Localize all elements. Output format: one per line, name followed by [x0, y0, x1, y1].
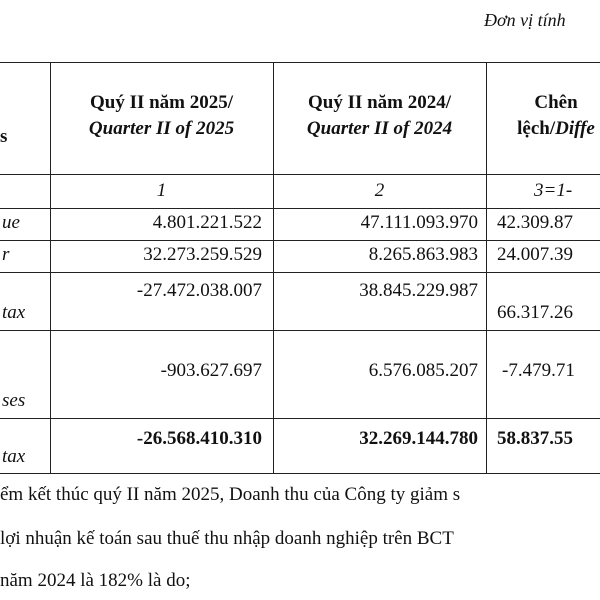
row5-val3: 58.837.55: [497, 428, 573, 449]
row3-val2: 38.845.229.987: [359, 280, 478, 301]
row1-label: ue: [2, 212, 20, 233]
row2-label: r: [2, 244, 10, 265]
row5-label: tax: [2, 446, 26, 467]
paragraph-line-3: năm 2024 là 182% là do;: [0, 570, 191, 591]
header-q2-2025: [50, 90, 273, 142]
row3-label: tax: [2, 302, 26, 323]
header-q2-2025-en: Quarter II of 2025: [88, 118, 235, 139]
row3-val3: 66.317.26: [497, 302, 573, 323]
header-difference-vn: Chên: [534, 92, 578, 113]
row4-label: ses: [2, 390, 26, 411]
index-col1: 1: [156, 180, 167, 201]
header-q2-2024-vn: Quý II năm 2024/: [307, 92, 452, 113]
row4-val3: -7.479.71: [502, 360, 575, 381]
header-difference-en-suffix: Diffe: [555, 118, 595, 139]
row1-val1: 4.801.221.522: [152, 212, 262, 233]
row3-val1: -27.472.038.007: [136, 280, 262, 301]
paragraph-line-2: lợi nhuận kế toán sau thuế thu nhập doanh nghiệp trên BCT: [0, 528, 454, 549]
header-q2-2025-vn: Quý II năm 2025/: [89, 92, 234, 113]
row4-val1: -903.627.697: [160, 360, 262, 381]
header-q2-2024: [273, 90, 486, 142]
financial-table: [0, 62, 600, 474]
header-difference-en-prefix: lệch/: [517, 118, 556, 139]
table-header-col0: s: [0, 126, 8, 147]
row4-val2: 6.576.085.207: [368, 360, 478, 381]
row5-val2: 32.269.144.780: [359, 428, 478, 449]
header-q2-2024-en: Quarter II of 2024: [306, 118, 453, 139]
row2-val1: 32.273.259.529: [143, 244, 262, 265]
row2-val3: 24.007.39: [497, 244, 573, 265]
header-difference-en: [486, 116, 600, 142]
index-col2: 2: [374, 180, 385, 201]
paragraph-line-1: ểm kết thúc quý II năm 2025, Doanh thu của Công ty giảm s: [0, 484, 461, 505]
row5-val1: -26.568.410.310: [136, 428, 262, 449]
index-col3: 3=1-: [534, 180, 573, 201]
row2-val2: 8.265.863.983: [368, 244, 478, 265]
unit-label: Đơn vị tính: [484, 10, 566, 30]
row1-val2: 47.111.093.970: [360, 212, 478, 233]
row1-val3: 42.309.87: [497, 212, 573, 233]
header-difference: [486, 90, 600, 142]
